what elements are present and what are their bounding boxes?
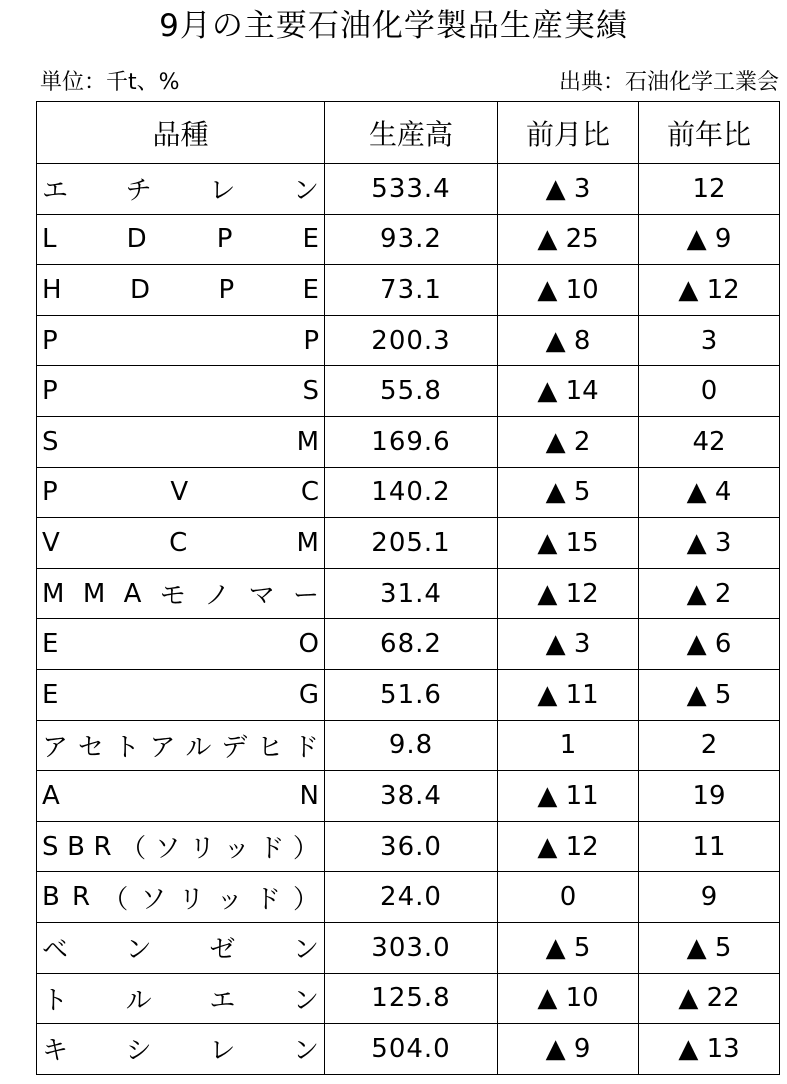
production-value: 51.6	[325, 669, 498, 720]
product-name-char: P	[218, 274, 235, 305]
product-name	[37, 164, 325, 215]
yoy-value: ▲ 6	[639, 619, 780, 670]
product-name-chars	[42, 575, 319, 612]
product-name	[37, 872, 325, 923]
product-name-char: ン	[292, 176, 319, 207]
mom-value: ▲ 5	[498, 467, 639, 518]
unit-label: 単位：千t、%	[40, 70, 180, 95]
product-name-char: A	[42, 780, 60, 811]
product-name	[37, 1024, 325, 1075]
product-name-chars	[42, 879, 319, 916]
product-name-char: ヒ	[257, 732, 284, 763]
product-name-char: E	[302, 224, 319, 255]
production-value: 24.0	[325, 872, 498, 923]
product-name-chars	[42, 1030, 319, 1067]
product-name-chars	[42, 376, 319, 406]
product-name-char: V	[170, 477, 189, 508]
header-yoy: 前年比	[639, 102, 780, 164]
product-name-char: N	[299, 780, 319, 811]
production-value: 93.2	[325, 214, 498, 265]
production-value: 73.1	[325, 265, 498, 316]
product-name-char: ソ	[140, 884, 167, 915]
product-name-char: セ	[77, 732, 104, 763]
product-name-char: L	[42, 224, 57, 255]
yoy-value: 42	[639, 416, 780, 467]
product-name	[37, 366, 325, 417]
product-name	[37, 922, 325, 973]
product-name	[37, 568, 325, 619]
mom-value: 1	[498, 720, 639, 771]
product-name-char: R	[93, 831, 112, 862]
table-row	[37, 315, 780, 366]
product-name	[37, 467, 325, 518]
mom-value: ▲ 11	[498, 669, 639, 720]
yoy-value: 9	[639, 872, 780, 923]
product-name-char: ン	[292, 985, 319, 1016]
table-row	[37, 1024, 780, 1075]
product-name-char: D	[129, 274, 151, 305]
product-name-chars	[42, 224, 319, 254]
production-value: 9.8	[325, 720, 498, 771]
production-value: 31.4	[325, 568, 498, 619]
production-value: 169.6	[325, 416, 498, 467]
product-name-char: ド	[258, 834, 285, 865]
yoy-value: ▲ 9	[639, 214, 780, 265]
product-name-chars	[42, 275, 319, 305]
product-name-char: ト	[42, 985, 69, 1016]
yoy-value: ▲ 3	[639, 518, 780, 569]
product-name-char: ソ	[154, 834, 181, 865]
yoy-value: 19	[639, 771, 780, 822]
table-row	[37, 265, 780, 316]
production-value: 38.4	[325, 771, 498, 822]
product-name	[37, 265, 325, 316]
product-name-char: チ	[125, 176, 152, 207]
product-name-char: R	[71, 882, 91, 913]
product-name-char: エ	[42, 176, 69, 207]
yoy-value: ▲ 12	[639, 265, 780, 316]
table-row	[37, 771, 780, 822]
production-value: 200.3	[325, 315, 498, 366]
product-name-char: （	[102, 884, 129, 915]
product-name-chars	[42, 427, 319, 457]
product-name-char: ン	[292, 1036, 319, 1067]
product-name	[37, 619, 325, 670]
product-name-char: D	[126, 224, 147, 255]
table-row	[37, 720, 780, 771]
product-name-char: G	[298, 679, 319, 710]
product-name-char: ）	[292, 834, 319, 865]
product-name-char: H	[42, 274, 62, 305]
product-name-char: ン	[125, 935, 152, 966]
yoy-value: ▲ 13	[639, 1024, 780, 1075]
product-name-char: P	[303, 325, 319, 356]
product-name-chars	[42, 781, 319, 811]
product-name-char: ト	[113, 732, 140, 763]
product-name-char: ア	[149, 732, 176, 763]
table-row	[37, 669, 780, 720]
production-value: 125.8	[325, 973, 498, 1024]
product-name-char: マ	[248, 581, 275, 612]
product-name	[37, 518, 325, 569]
product-name-char: モ	[159, 581, 186, 612]
product-name-char: キ	[42, 1036, 69, 1067]
product-name-char: ル	[125, 985, 152, 1016]
table-row	[37, 973, 780, 1024]
yoy-value: ▲ 5	[639, 922, 780, 973]
product-name	[37, 973, 325, 1024]
header-row	[37, 102, 780, 164]
mom-value: ▲ 10	[498, 265, 639, 316]
mom-value: ▲ 11	[498, 771, 639, 822]
yoy-value: ▲ 2	[639, 568, 780, 619]
product-name	[37, 720, 325, 771]
product-name-char: P	[42, 325, 58, 356]
yoy-value: 12	[639, 164, 780, 215]
mom-value: ▲ 3	[498, 164, 639, 215]
product-name-char: M	[82, 578, 106, 609]
product-name-chars	[42, 727, 319, 764]
product-name-chars	[42, 828, 319, 865]
mom-value: ▲ 12	[498, 568, 639, 619]
table-row	[37, 214, 780, 265]
production-value: 140.2	[325, 467, 498, 518]
header-product: 品種	[37, 102, 325, 164]
mom-value: ▲ 3	[498, 619, 639, 670]
product-name-char: A	[123, 578, 142, 609]
product-name-char: E	[302, 274, 319, 305]
table-body	[37, 164, 780, 1075]
yoy-value: ▲ 22	[639, 973, 780, 1024]
production-value: 36.0	[325, 821, 498, 872]
yoy-value: 3	[639, 315, 780, 366]
product-name-chars	[42, 980, 319, 1017]
production-value: 55.8	[325, 366, 498, 417]
mom-value: ▲ 8	[498, 315, 639, 366]
product-name-char: S	[42, 831, 59, 862]
product-name-char: ノ	[204, 581, 231, 612]
product-name-char: ー	[292, 581, 319, 612]
product-name-char: O	[298, 629, 319, 660]
table-row	[37, 164, 780, 215]
product-name-char: エ	[209, 985, 236, 1016]
mom-value: ▲ 9	[498, 1024, 639, 1075]
product-name-chars	[42, 326, 319, 356]
yoy-value: 0	[639, 366, 780, 417]
production-value: 504.0	[325, 1024, 498, 1075]
product-name-char: E	[42, 679, 59, 710]
mom-value: ▲ 10	[498, 973, 639, 1024]
table-row	[37, 821, 780, 872]
product-name-char: V	[42, 527, 60, 558]
product-name-char: ッ	[223, 834, 250, 865]
product-name-char: ）	[292, 884, 319, 915]
product-name-chars	[42, 477, 319, 507]
mom-value: ▲ 2	[498, 416, 639, 467]
product-name-char: ッ	[216, 884, 243, 915]
production-table	[36, 101, 780, 1075]
product-name-chars	[42, 528, 319, 558]
table-row	[37, 619, 780, 670]
product-name-chars	[42, 680, 319, 710]
production-value: 68.2	[325, 619, 498, 670]
production-value: 533.4	[325, 164, 498, 215]
product-name-char: P	[216, 224, 233, 255]
table-row	[37, 366, 780, 417]
yoy-value: 2	[639, 720, 780, 771]
product-name-char: レ	[209, 176, 236, 207]
product-name-char: レ	[209, 1036, 236, 1067]
table-row	[37, 518, 780, 569]
product-name-char: S	[302, 376, 319, 407]
product-name-char: ン	[292, 935, 319, 966]
product-name-char: S	[42, 426, 59, 457]
table-row	[37, 872, 780, 923]
production-value: 205.1	[325, 518, 498, 569]
product-name	[37, 821, 325, 872]
product-name-char: デ	[221, 732, 248, 763]
product-name-char: M	[296, 527, 319, 558]
source-label: 出典：石油化学工業会	[558, 70, 779, 95]
product-name-chars	[42, 170, 319, 207]
product-name	[37, 771, 325, 822]
mom-value: ▲ 15	[498, 518, 639, 569]
product-name-char: ベ	[42, 935, 69, 966]
product-name-char: ド	[254, 884, 281, 915]
product-name-char: シ	[125, 1036, 152, 1067]
product-name-char: M	[42, 578, 65, 609]
product-name-char: ル	[185, 732, 212, 763]
mom-value: 0	[498, 872, 639, 923]
product-name-char: M	[296, 426, 319, 457]
product-name-char: C	[300, 477, 319, 508]
product-name-char: ゼ	[209, 935, 236, 966]
product-name-char: B	[42, 882, 60, 913]
product-name-char: リ	[178, 884, 205, 915]
mom-value: ▲ 5	[498, 922, 639, 973]
product-name	[37, 315, 325, 366]
product-name-char: P	[42, 477, 58, 508]
product-name	[37, 214, 325, 265]
product-name	[37, 669, 325, 720]
table-row	[37, 568, 780, 619]
product-name-char: リ	[189, 834, 216, 865]
product-name-char: E	[42, 629, 59, 660]
yoy-value: ▲ 5	[639, 669, 780, 720]
table-row	[37, 467, 780, 518]
table-row	[37, 416, 780, 467]
product-name-chars	[42, 629, 319, 659]
mom-value: ▲ 12	[498, 821, 639, 872]
table-row	[37, 922, 780, 973]
production-value: 303.0	[325, 922, 498, 973]
product-name	[37, 416, 325, 467]
product-name-char: C	[169, 527, 188, 558]
header-production: 生産高	[325, 102, 498, 164]
product-name-chars	[42, 929, 319, 966]
yoy-value: 11	[639, 821, 780, 872]
product-name-char: （	[120, 834, 147, 865]
page-title: 9月の主要石油化学製品生産実績	[159, 8, 628, 44]
header-mom: 前月比	[498, 102, 639, 164]
mom-value: ▲ 14	[498, 366, 639, 417]
yoy-value: ▲ 4	[639, 467, 780, 518]
product-name-char: ア	[42, 732, 69, 763]
product-name-char: P	[42, 376, 58, 407]
product-name-char: B	[67, 831, 85, 862]
product-name-char: ド	[292, 732, 319, 763]
mom-value: ▲ 25	[498, 214, 639, 265]
